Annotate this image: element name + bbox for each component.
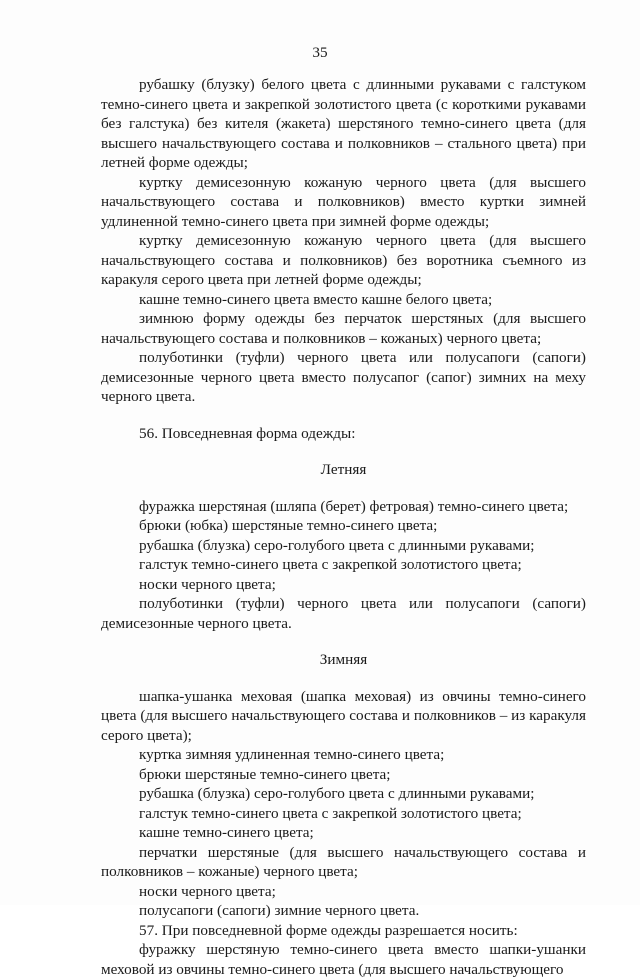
paragraph: куртку демисезонную кожаную черного цвета (для высшего начальствующего состава и полковников) вместо куртки зимней удлиненной темно-синего цвета при зимней форме одежды;: [101, 173, 586, 230]
list-item: галстук темно-синего цвета с закрепкой золотистого цвета;: [139, 804, 522, 822]
list-item: рубашка (блузка) серо-голубого цвета с длинными рукавами;: [139, 785, 535, 802]
summer-heading: Летняя: [320, 461, 367, 478]
list-item: брюки (юбка) шерстяные темно-синего цвета;: [139, 517, 438, 534]
list-item: брюки шерстяные темно-синего цвета;: [139, 765, 391, 783]
list-item: носки черного цвета;: [139, 882, 276, 900]
list-item: носки черного цвета;: [139, 575, 276, 593]
list-item: куртка зимняя удлиненная темно-синего цвета;: [139, 746, 445, 763]
section-56-title: 56. Повседневная форма одежды:: [139, 424, 356, 442]
list-item: полуботинки (туфли) черного цвета или полусапоги (сапоги) демисезонные черного цвета.: [101, 595, 586, 632]
paragraph: куртку демисезонную кожаную черного цвета (для высшего начальствующего состава и полковников) без воротника съемного из каракуля серого цвета при летней форме одежды;: [101, 232, 586, 288]
list-item: фуражка шерстяная (шляпа (берет) фетровая) темно-синего цвета;: [139, 497, 569, 515]
list-item: шапка-ушанка меховая (шапка меховая) из овчины темно-синего цвета (для высшего начальствующего состава и полковников – из каракуля серого цвета);: [101, 687, 586, 744]
paragraph: полуботинки (туфли) черного цвета или полусапоги (сапоги) демисезонные черного цвета вместо полусапог (сапог) зимних на меху черного цвета.: [101, 349, 586, 405]
list-item: галстук темно-синего цвета с закрепкой золотистого цвета;: [139, 556, 522, 573]
page-number: 35: [312, 44, 328, 61]
list-item: кашне темно-синего цвета;: [139, 824, 314, 841]
winter-heading: Зимняя: [319, 651, 368, 668]
paragraph: зимнюю форму одежды без перчаток шерстяных (для высшего начальствующего состава и полковников – кожаных) черного цвета;: [101, 310, 586, 347]
section-57-title: 57. При повседневной форме одежды разрешается носить:: [139, 921, 518, 939]
list-item: полусапоги (сапоги) зимние черного цвета.: [139, 902, 420, 919]
list-item: перчатки шерстяные (для высшего начальствующего состава и полковников – кожаные) черного цвета;: [101, 843, 586, 880]
list-item: рубашка (блузка) серо-голубого цвета с длинными рукавами;: [139, 536, 535, 554]
list-item: фуражку шерстяную темно-синего цвета вместо шапки-ушанки меховой из овчины темно-синего цвета (для высшего начальствующего: [101, 941, 586, 978]
paragraph: кашне темно-синего цвета вместо кашне белого цвета;: [139, 290, 493, 308]
paragraph: рубашку (блузку) белого цвета с длинными рукавами с галстуком темно-синего цвета и закрепкой золотистого цвета (с короткими рукавами без галстука) без кителя (жакета) шерстяного темно-синего цвета (для высшего начальствующего состава и полковников – стального цвета) при летней форме одежды;: [101, 76, 586, 171]
document-body: [101, 75, 586, 979]
